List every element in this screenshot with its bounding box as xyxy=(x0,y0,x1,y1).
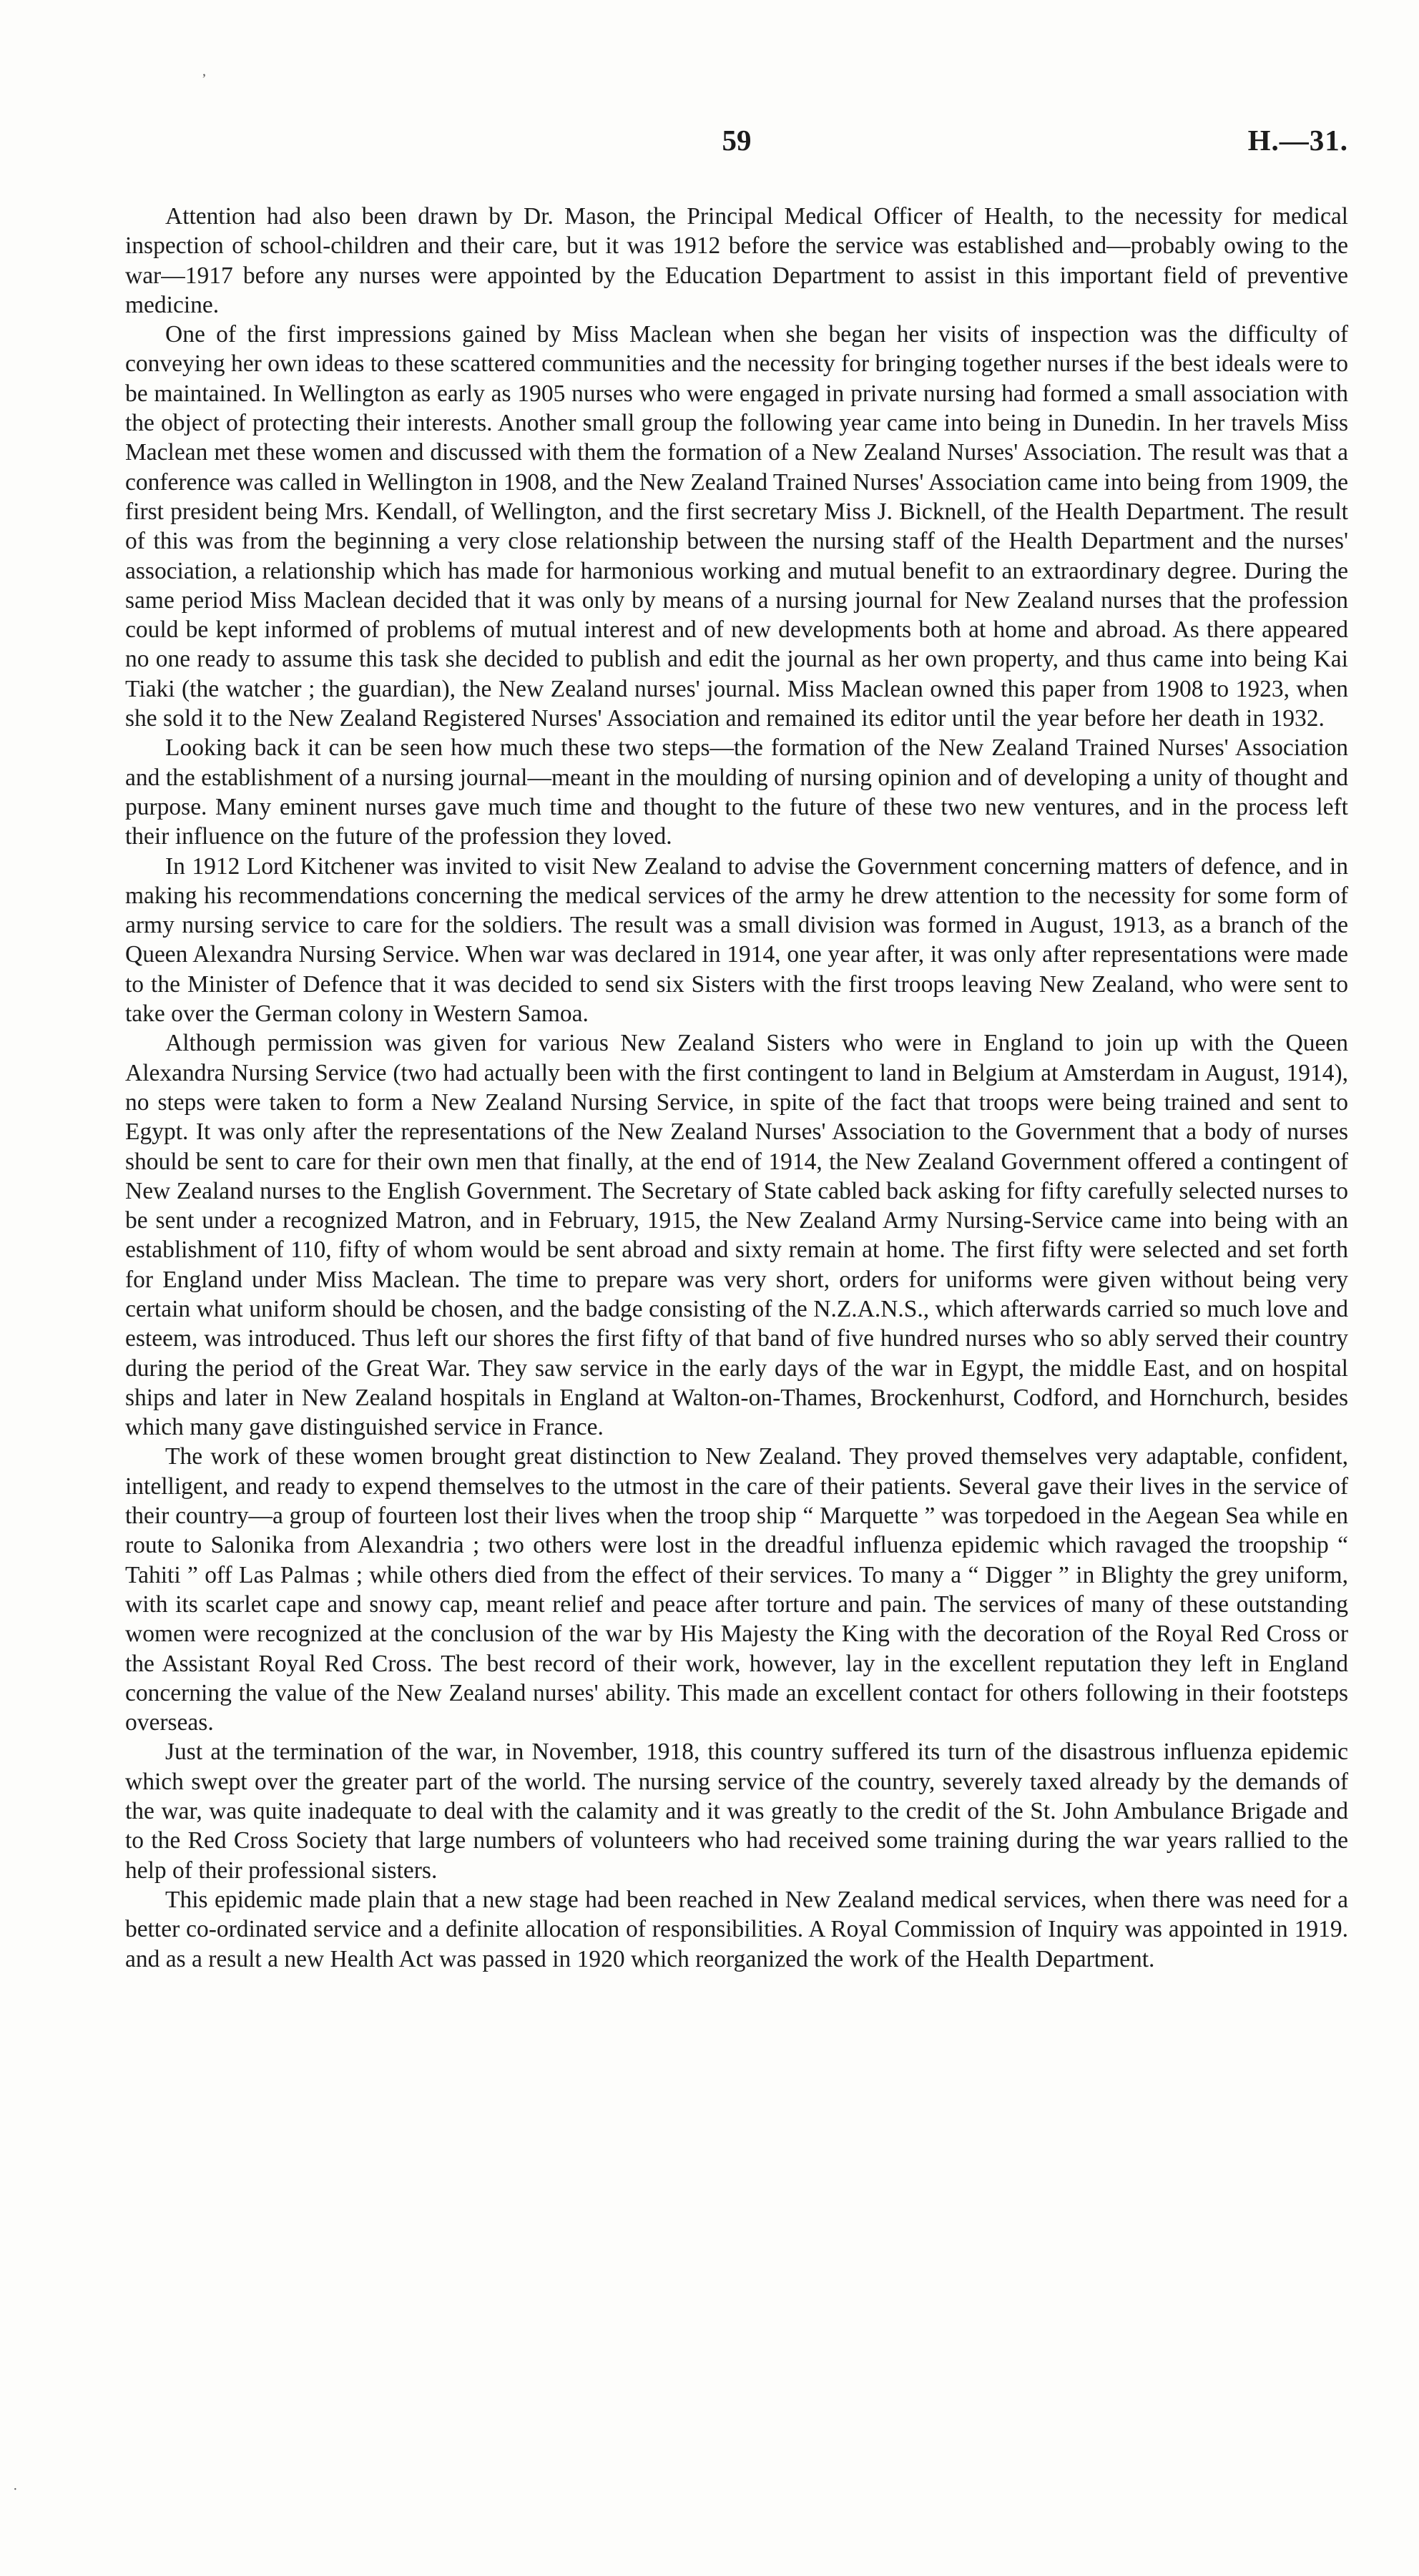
paragraph-army-nursing-service: Although permission was given for various New Zealand Sisters who were in England to join up with the Queen Alexandra Nursing Service (two had actually been with the first contingent to land in Belgium at Amsterdam in August, 1914), no steps were taken to form a New Zealand Nursing Service, in spite of the fact that troops were being trained and sent to Egypt. It was only after the representations of the New Zealand Nurses' Association to the Government that a body of nurses should be sent to care for their own men that finally, at the end of 1914, the New Zealand Government offered a contingent of New Zealand nurses to the English Government. The Secretary of State cabled back asking for fifty carefully selected nurses to be sent under a recognized Matron, and in February, 1915, the New Zealand Army Nursing-Service came into being with an establishment of 110, fifty of whom would be sent abroad and sixty remain at home. The first fifty were selected and set forth for England under Miss Maclean. The time to prepare was very short, orders for uniforms were given without being very certain what uniform should be chosen, and the badge consisting of the N.Z.A.N.S., which afterwards carried so much love and esteem, was introduced. Thus left our shores the first fifty of that band of five hundred nurses who so ably served their country during the period of the Great War. They saw service in the early days of the war in Egypt, the middle East, and on hospital ships and later in New Zealand hospitals in England at Walton-on-Thames, Brockenhurst, Codford, and Hornchurch, besides which many gave distinguished service in France. xyxy=(125,1030,1348,1441)
stray-mark: ʼ xyxy=(202,72,207,87)
paragraph-health-act: This epidemic made plain that a new stage had been reached in New Zealand medical services, when there was need for a better co-ordinated service and a definite allocation of responsibilities. A Royal Commission of Inquiry was appointed in 1919. and as a result a new Health Act was passed in 1920 which reorganized the work of the Health Department. xyxy=(125,1886,1348,1972)
paragraph-nurses-association: One of the first impressions gained by Miss Maclean when she began her visits of inspection was the difficulty of conveying her own ideas to these scattered communities and the necessity for bringing together nurses if the best ideals were to be maintained. In Wellington as early as 1905 nurses who were engaged in private nursing had formed a small association with the object of protecting their interests. Another small group the following year came into being in Dunedin. In her travels Miss Maclean met these women and discussed with them the formation of a New Zealand Nurses' Association. The result was that a conference was called in Wellington in 1908, and the New Zealand Trained Nurses' Association came into being from 1909, the first president being Mrs. Kendall, of Wellington, and the first secretary Miss J. Bicknell, of the Health Department. The result of this was from the beginning a very close relationship between the nursing staff of the Health Department and the nurses' association, a relationship which has made for harmonious working and mutual benefit to an extraordinary degree. During the same period Miss Maclean decided that it was only by means of a nursing journal for New Zealand nurses that the profession could be kept informed of problems of mutual interest and of new developments both at home and abroad. As there appeared no one ready to assume this task she decided to publish and edit the journal as her own property, and thus came into being Kai Tiaki (the watcher ; the guardian), the New Zealand nurses' journal. Miss Maclean owned this paper from 1908 to 1923, when she sold it to the New Zealand Registered Nurses' Association and remained its editor until the year before her death in 1932. xyxy=(125,321,1348,732)
paragraph-influenza-epidemic: Just at the termination of the war, in November, 1918, this country suffered its turn of the disastrous influenza epidemic which swept over the greater part of the world. The nursing service of the country, severely taxed already by the demands of the war, was quite inadequate to deal with the calamity and it was greatly to the credit of the St. John Ambulance Brigade and to the Red Cross Society that large numbers of volunteers who had received some training during the war years rallied to the help of their professional sisters. xyxy=(125,1739,1348,1884)
paragraph-work-of-women: The work of these women brought great distinction to New Zealand. They proved themselves very adaptable, confident, intelligent, and ready to expend themselves to the utmost in the care of their patients. Several gave their lives in the service of their country—a group of fourteen lost their lives when the troop ship “ Marquette ” was torpedoed in the Aegean Sea while en route to Salonika from Alexandria ; two others were lost in the dreadful influenza epidemic which ravaged the troopship “ Tahiti ” off Las Palmas ; while others died from the effect of their services. To many a “ Digger ” in Blighty the grey uniform, with its scarlet cape and snowy cap, meant relief and peace after torture and pain. The services of many of these outstanding women were recognized at the conclusion of the war by His Majesty the King with the decoration of the Royal Red Cross or the Assistant Royal Red Cross. The best record of their work, however, lay in the excellent reputation they left in England concerning the value of the New Zealand nurses' ability. This made an excellent contact for others following in their footsteps overseas. xyxy=(125,1443,1348,1736)
page-number: 59 xyxy=(722,124,752,157)
body-text xyxy=(125,202,1348,1974)
paragraph-looking-back: Looking back it can be seen how much these two steps—the formation of the New Zealand Trained Nurses' Association and the establishment of a nursing journal—meant in the moulding of nursing opinion and of developing a unity of thought and purpose. Many eminent nurses gave much time and thought to the future of these two new ventures, and in the process left their influence on the future of the profession they loved. xyxy=(125,734,1348,850)
paragraph-school-inspection: Attention had also been drawn by Dr. Mason, the Principal Medical Officer of Health, to the necessity for medical inspection of school-children and their care, but it was 1912 before the service was established and—probably owing to the war—1917 before any nurses were appointed by the Education Department to assist in this important field of preventive medicine. xyxy=(125,203,1348,318)
page-header xyxy=(125,123,1348,166)
paragraph-lord-kitchener: In 1912 Lord Kitchener was invited to visit New Zealand to advise the Government concerning matters of defence, and in making his recommendations concerning the medical services of the army he drew attention to the necessity for some form of army nursing service to care for the soldiers. The result was a small division was formed in August, 1913, as a branch of the Queen Alexandra Nursing Service. When war was declared in 1914, one year after, it was only after representations were made to the Minister of Defence that it was decided to send six Sisters with the first troops leaving New Zealand, who were sent to take over the German colony in Western Samoa. xyxy=(125,852,1348,1028)
document-reference: H.—31. xyxy=(1247,124,1348,157)
stray-mark: · xyxy=(13,2482,18,2497)
